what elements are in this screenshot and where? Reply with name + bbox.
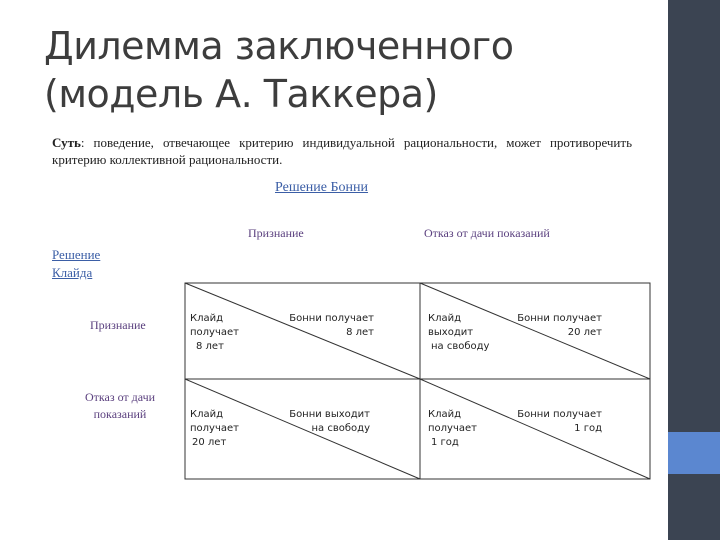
cell-3-clyde-line-3: 20 лет bbox=[192, 437, 227, 448]
cell-1-clyde-line-2: получает bbox=[190, 327, 239, 338]
cell-3-bonnie-outcome bbox=[284, 408, 370, 436]
cell-1-bonnie-line-1: Бонни получает bbox=[289, 313, 374, 324]
clyde-decision-line-1: Решение bbox=[52, 247, 101, 262]
cell-2-bonnie-line-2: 20 лет bbox=[567, 327, 602, 338]
title-line-1: Дилемма заключенного bbox=[44, 24, 514, 68]
title-line-2: (модель А. Таккера) bbox=[44, 72, 438, 116]
cell-4-bonnie-line-2: 1 год bbox=[574, 423, 602, 434]
cell-2-clyde-line-3: на свободу bbox=[431, 341, 490, 352]
row-header-refuse-line-1: Отказ от дачи bbox=[84, 390, 156, 404]
cell-3-bonnie-line-1: Бонни выходит bbox=[289, 409, 370, 420]
essence-label: Суть bbox=[52, 135, 81, 150]
row-header-refuse-line-2: показаний bbox=[93, 407, 147, 421]
cell-3-clyde-line-1: Клайд bbox=[190, 409, 224, 420]
essence-text: : поведение, отвечающее критерию индивидуальной рациональности, может противоречить критерию коллективной рациональности. bbox=[52, 135, 632, 167]
cell-1-bonnie-outcome bbox=[288, 312, 374, 340]
cell-3-clyde-outcome bbox=[190, 408, 239, 450]
bonnie-decision-heading: Решение Бонни bbox=[275, 180, 369, 195]
cell-1-clyde-line-1: Клайд bbox=[190, 313, 224, 324]
cell-4-clyde-line-2: получает bbox=[428, 423, 477, 434]
cell-4-clyde-outcome bbox=[428, 408, 477, 450]
row-header-confess: Признание bbox=[90, 318, 146, 332]
column-header-refuse: Отказ от дачи показаний bbox=[424, 226, 550, 240]
cell-2-bonnie-outcome bbox=[516, 312, 602, 340]
cell-4-bonnie-line-1: Бонни получает bbox=[517, 409, 602, 420]
cell-1-bonnie-line-2: 8 лет bbox=[346, 327, 374, 338]
cell-2-clyde-line-2: выходит bbox=[428, 327, 474, 338]
cell-1-clyde-outcome bbox=[190, 312, 239, 354]
cell-1-clyde-line-3: 8 лет bbox=[196, 341, 224, 352]
cell-3-clyde-line-2: получает bbox=[190, 423, 239, 434]
cell-4-bonnie-outcome bbox=[516, 408, 602, 436]
column-header-confess: Признание bbox=[248, 226, 304, 240]
cell-2-bonnie-line-1: Бонни получает bbox=[517, 313, 602, 324]
cell-2-clyde-line-1: Клайд bbox=[428, 313, 462, 324]
cell-4-clyde-line-1: Клайд bbox=[428, 409, 462, 420]
cell-4-clyde-line-3: 1 год bbox=[431, 437, 459, 448]
cell-3-bonnie-line-2: на свободу bbox=[311, 423, 370, 434]
cell-2-clyde-outcome bbox=[428, 312, 489, 354]
clyde-decision-line-2: Клайда bbox=[52, 265, 93, 280]
